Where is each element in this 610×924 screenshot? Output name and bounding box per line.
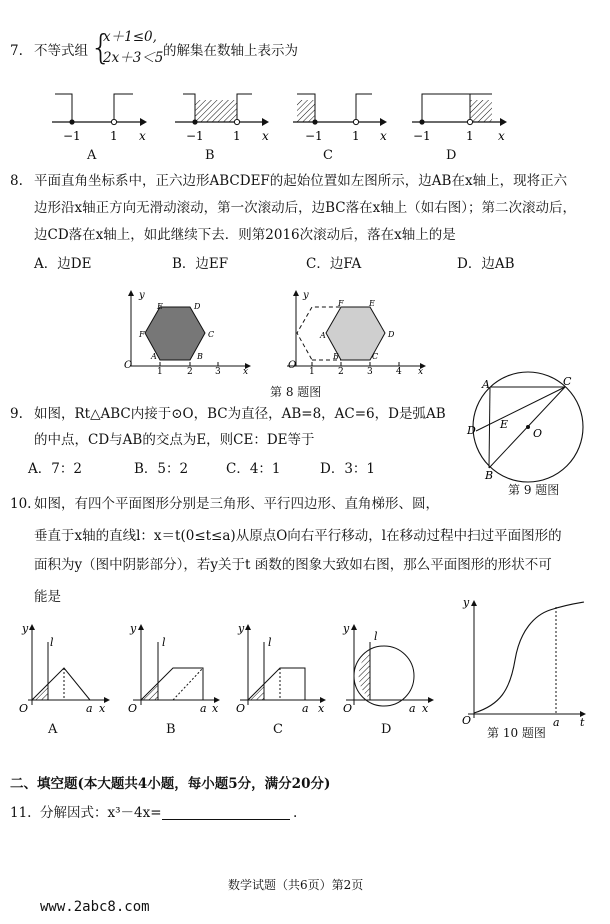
q9-choice-d[interactable]: D．3：1 [320,461,376,477]
q9-choice-b[interactable]: B．5：2 [134,461,189,477]
q8-fig-caption: 第 8 题图 [270,385,322,399]
svg-text:a: a [86,702,93,715]
q10-option-a[interactable]: A [48,722,58,737]
q10-option-c[interactable]: C [273,722,283,737]
svg-text:F: F [139,330,145,339]
q8-number: 8. [10,173,23,189]
svg-text:y: y [463,596,470,609]
q7-option-c[interactable]: C [323,148,333,163]
q10-option-d-figure [346,624,434,706]
svg-text:x: x [418,367,424,377]
q7-d-x: x [498,129,505,143]
svg-text:E: E [369,299,375,308]
svg-text:y: y [343,622,350,635]
svg-text:E: E [157,302,163,311]
svg-text:E: E [500,418,509,431]
svg-text:A: A [320,331,326,340]
svg-text:2: 2 [187,367,193,377]
q7-a-p1: 1 [110,129,118,143]
q9-fig-caption: 第 9 题图 [508,483,560,497]
q7-d-p1: 1 [466,129,474,143]
page-footer: 数学试题（共6页）第2页 [228,878,364,892]
q10-number: 10. [10,496,32,512]
q8-choice-d[interactable]: D．边AB [457,256,515,272]
q7-a-m1: −1 [63,129,81,143]
q10-line4: 能是 [34,589,61,605]
svg-text:A: A [151,352,157,361]
svg-text:a: a [200,702,207,715]
q7-c-p1: 1 [352,129,360,143]
svg-text:B: B [485,469,494,482]
q7-b-p1: 1 [233,129,241,143]
svg-text:l: l [162,636,166,649]
svg-text:x: x [99,702,106,715]
svg-text:1: 1 [157,367,163,377]
q7-c-m1: −1 [305,129,323,143]
q10-option-a-figure [28,624,110,705]
q11-answer-blank[interactable] [162,803,290,822]
svg-text:y: y [238,622,245,635]
svg-text:4: 4 [396,367,402,377]
svg-text:x: x [212,702,219,715]
q10-line1: 如图，有四个平面图形分别是三角形、平行四边形、直角梯形、圆， [34,496,439,512]
q7-tail: 的解集在数轴上表示为 [163,43,298,59]
svg-text:C: C [372,352,379,361]
q9-line1: 如图，Rt△ABC内接于⊙O，BC为直径，AB=8，AC=6，D是弧AB [34,406,446,422]
svg-text:B: B [197,352,203,361]
q8-line1: 平面直角坐标系中，正六边形ABCDEF的起始位置如左图所示，边AB在x轴上，现将正六 [34,173,568,189]
q7-lead: 不等式组 [34,43,88,59]
q8-line2: 边形沿x轴正方向无滑动滚动，第一次滚动后，边BC落在x轴上（如右图）；第二次滚动后， [34,200,576,216]
svg-text:O: O [19,702,29,715]
svg-text:y: y [303,290,309,301]
q7-b-m1: −1 [186,129,204,143]
q11-number: 11. [10,805,32,821]
svg-text:3: 3 [215,367,221,377]
q7-ineq2: 2x＋3＜5 [103,50,164,66]
q7-ineq1: x＋1≤0, [103,29,157,45]
svg-text:B: B [333,352,339,361]
svg-text:A: A [482,378,490,391]
svg-text:x: x [318,702,325,715]
q9-line2: 的中点，CD与AB的交点为E，则CE：DE等于 [34,432,315,448]
q7-option-b[interactable]: B [205,148,215,163]
svg-text:x: x [243,367,249,377]
q7-option-a[interactable]: A [87,148,97,163]
q8-choice-c[interactable]: C．边FA [306,256,362,272]
svg-text:O: O [533,427,543,440]
svg-text:O: O [236,702,246,715]
q9-choice-a[interactable]: A．7：2 [28,461,82,477]
q8-choice-b[interactable]: B．边EF [172,256,229,272]
svg-text:D: D [467,424,476,437]
svg-text:3: 3 [367,367,373,377]
q11-text: 分解因式：x³－4x= [40,805,162,821]
svg-text:x: x [422,702,429,715]
svg-text:y: y [139,290,145,301]
q7-b-x: x [262,129,269,143]
svg-text:O: O [343,702,353,715]
svg-text:y: y [130,622,137,635]
q10-option-c-figure [240,624,326,705]
q7-brace: { [90,28,112,68]
svg-text:l: l [268,636,272,649]
q10-graph-figure [468,600,586,718]
svg-text:C: C [208,330,215,339]
q10-line2: 垂直于x轴的直线l：x＝t(0≤t≤a)从原点O向右平行移动，l在移动过程中扫过平面图形的 [34,528,562,544]
q7-c-x: x [380,129,387,143]
q10-line3: 面积为y（图中阴影部分），若y关于t 函数的图象大致如右图，那么平面图形的形状不可 [34,557,552,573]
svg-text:t: t [580,716,585,729]
svg-text:O: O [288,360,297,371]
q9-number: 9. [10,406,23,422]
q10-fig-caption: 第 10 题图 [487,726,546,740]
svg-text:1: 1 [309,367,315,377]
svg-text:a: a [553,716,560,729]
q9-choice-c[interactable]: C．4：1 [226,461,281,477]
watermark: www.2abc8.com [40,899,150,915]
svg-text:F: F [338,299,344,308]
svg-text:D: D [194,302,201,311]
q8-line3: 边CD落在x轴上，如此继续下去．则第2016次滚动后，落在x轴上的是 [34,227,456,243]
svg-text:O: O [124,360,133,371]
q10-option-b[interactable]: B [166,722,176,737]
svg-text:y: y [22,622,29,635]
svg-text:l: l [374,630,378,643]
section2-title: 二、填空题(本大题共4小题，每小题5分，满分20分) [10,776,331,792]
q8-choice-a[interactable]: A．边DE [34,256,92,272]
q11-end: . [293,805,298,821]
svg-text:2: 2 [338,367,344,377]
q7-a-x: x [139,129,146,143]
q7-d-m1: −1 [413,129,431,143]
svg-text:O: O [462,714,472,727]
svg-text:l: l [50,636,54,649]
q7-option-d[interactable]: D [446,148,457,163]
svg-text:C: C [563,375,572,388]
svg-text:a: a [302,702,309,715]
svg-text:D: D [388,330,395,339]
q10-option-d[interactable]: D [381,722,392,737]
q10-option-b-figure [133,624,220,705]
svg-text:a: a [409,702,416,715]
svg-text:O: O [128,702,138,715]
q7-number: 7. [10,43,23,59]
